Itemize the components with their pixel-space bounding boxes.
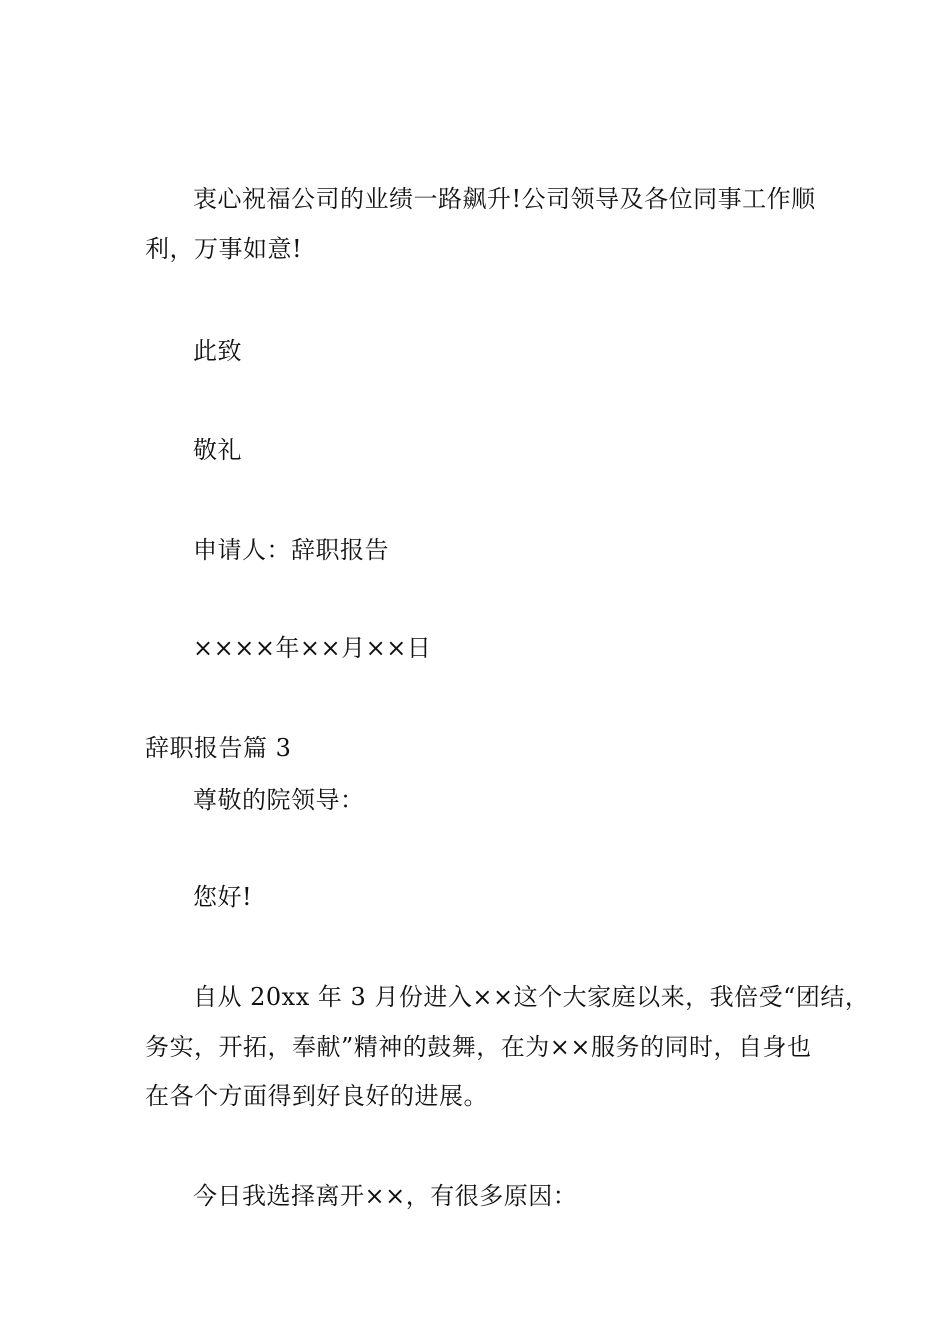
blessing-line-1: 衷心祝福公司的业绩一路飙升!公司领导及各位同事工作顺	[193, 185, 816, 213]
closing-salutation-2: 敬礼	[193, 436, 242, 464]
date-line: ××××年××月××日	[193, 634, 432, 662]
applicant-line: 申请人：辞职报告	[193, 536, 389, 564]
section-title: 辞职报告篇 3	[145, 734, 292, 762]
paragraph-2-line-1: 今日我选择离开××，有很多原因：	[193, 1182, 578, 1210]
blessing-line-2: 利，万事如意!	[145, 235, 303, 263]
letter-hello: 您好!	[193, 883, 253, 911]
paragraph-1-line-1: 自从 20xx 年 3 月份进入××这个大家庭以来，我倍受“团结，	[193, 983, 870, 1011]
paragraph-1-line-2: 务实，开拓，奉献”精神的鼓舞，在为××服务的同时，自身也	[145, 1033, 812, 1061]
letter-greeting: 尊敬的院领导：	[193, 786, 365, 814]
closing-salutation-1: 此致	[193, 337, 242, 365]
paragraph-1-line-3: 在各个方面得到好良好的进展。	[145, 1082, 488, 1110]
